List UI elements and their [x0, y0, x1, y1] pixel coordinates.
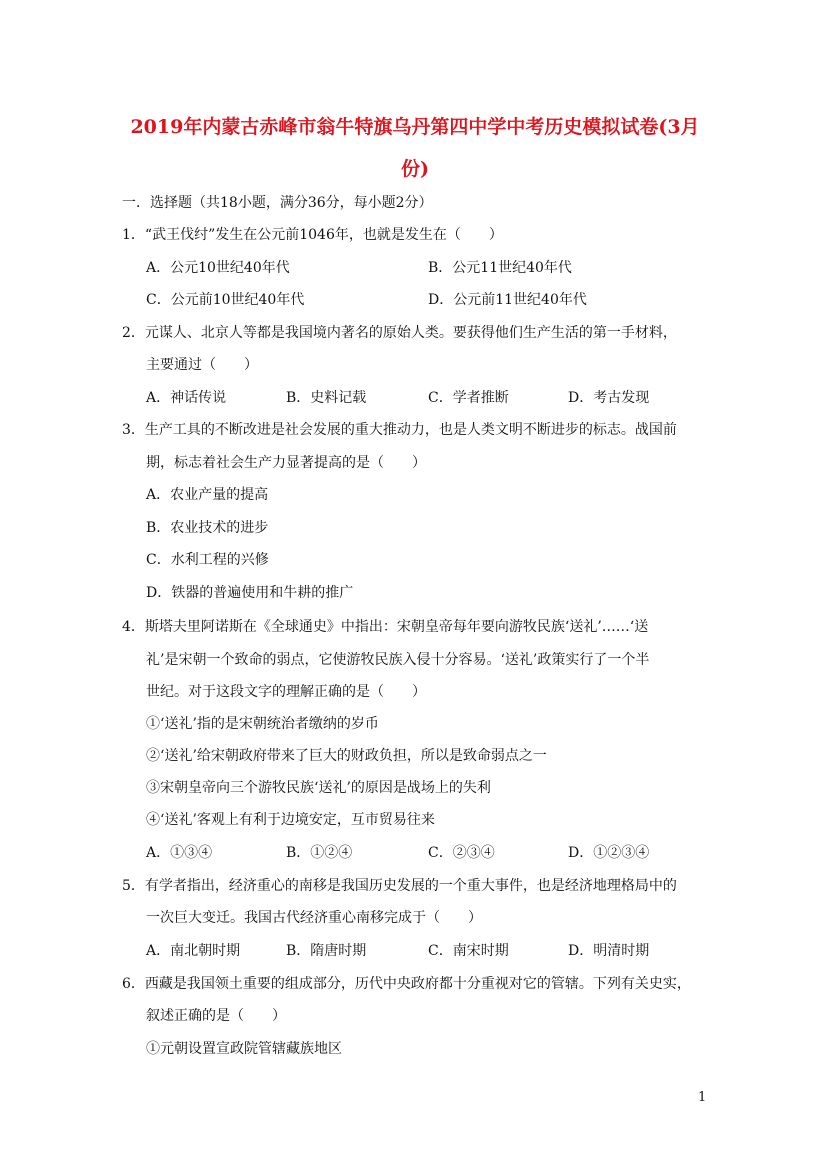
question-4-stem-line1: 4．斯塔夫里阿诺斯在《全球通史》中指出：宋朝皇帝每年要向游牧民族‘送礼’……‘送	[122, 619, 649, 635]
question-2-stem-line1: 2．元谋人、北京人等都是我国境内著名的原始人类。要获得他们生产生活的第一手材料，	[122, 325, 677, 341]
question-3-option-b: B．农业技术的进步	[146, 520, 269, 536]
question-1-option-a: A．公元10世纪40年代	[146, 260, 290, 276]
question-2-stem-line2: 主要通过（ ）	[146, 357, 258, 373]
question-4-option-d: D．①②③④	[568, 845, 650, 861]
question-3-option-d: D．铁器的普遍使用和牛耕的推广	[146, 585, 354, 601]
question-6-statement-1: ①元朝设置宣政院管辖藏族地区	[146, 1041, 342, 1057]
question-3-option-a: A．农业产量的提高	[146, 487, 269, 503]
question-6-stem-line1: 6．西藏是我国领土重要的组成部分，历代中央政府都十分重视对它的管辖。下列有关史实，	[122, 976, 691, 992]
question-4-statement-4: ④‘送礼’客观上有利于边境安定，互市贸易往来	[146, 812, 435, 828]
question-4-statement-3: ③宋朝皇帝向三个游牧民族‘送礼’的原因是战场上的失利	[146, 780, 491, 796]
exam-title-line2: 份)	[401, 158, 429, 180]
question-5-option-b: B．隋唐时期	[286, 943, 367, 959]
question-5-option-a: A．南北朝时期	[146, 943, 241, 959]
question-5-option-c: C．南宋时期	[428, 943, 509, 959]
question-4-stem-line3: 世纪。对于这段文字的理解正确的是（ ）	[146, 684, 426, 700]
question-4-statement-1: ①‘送礼’指的是宋朝统治者缴纳的岁币	[146, 716, 379, 732]
question-1-option-c: C．公元前10世纪40年代	[146, 292, 305, 308]
question-1-option-d: D．公元前11世纪40年代	[428, 292, 587, 308]
question-5-stem-line2: 一次巨大变迁。我国古代经济重心南移完成于（ ）	[146, 910, 482, 926]
question-2-option-c: C．学者推断	[428, 390, 509, 406]
question-1-stem: 1．“武王伐纣”发生在公元前1046年，也就是发生在（ ）	[122, 227, 503, 243]
question-4-option-a: A．①③④	[146, 845, 213, 861]
question-2-option-b: B．史料记载	[286, 390, 367, 406]
question-3-option-c: C．水利工程的兴修	[146, 552, 269, 568]
question-1-option-b: B．公元11世纪40年代	[428, 260, 572, 276]
page-number: 1	[698, 1090, 707, 1105]
question-4-stem-line2: 礼’是宋朝一个致命的弱点，它使游牧民族入侵十分容易。‘送礼’政策实行了一个半	[146, 652, 650, 668]
question-2-option-a: A．神话传说	[146, 390, 227, 406]
question-5-option-d: D．明清时期	[568, 943, 650, 959]
question-4-option-b: B．①②④	[286, 845, 353, 861]
question-3-stem-line2: 期，标志着社会生产力显著提高的是（ ）	[146, 455, 426, 471]
question-6-stem-line2: 叙述正确的是（ ）	[146, 1008, 286, 1024]
exam-title	[110, 106, 720, 190]
exam-title-line1: 2019年内蒙古赤峰市翁牛特旗乌丹第四中学中考历史模拟试卷(3月	[130, 116, 700, 138]
question-5-stem-line1: 5．有学者指出，经济重心的南移是我国历史发展的一个重大事件，也是经济地理格局中的	[122, 878, 677, 894]
section-heading: 一．选择题（共18小题，满分36分，每小题2分）	[122, 195, 433, 211]
question-3-stem-line1: 3．生产工具的不断改进是社会发展的重大推动力，也是人类文明不断进步的标志。战国前	[122, 422, 677, 438]
question-4-option-c: C．②③④	[428, 845, 495, 861]
question-2-option-d: D．考古发现	[568, 390, 650, 406]
question-4-statement-2: ②‘送礼’给宋朝政府带来了巨大的财政负担，所以是致命弱点之一	[146, 748, 547, 764]
